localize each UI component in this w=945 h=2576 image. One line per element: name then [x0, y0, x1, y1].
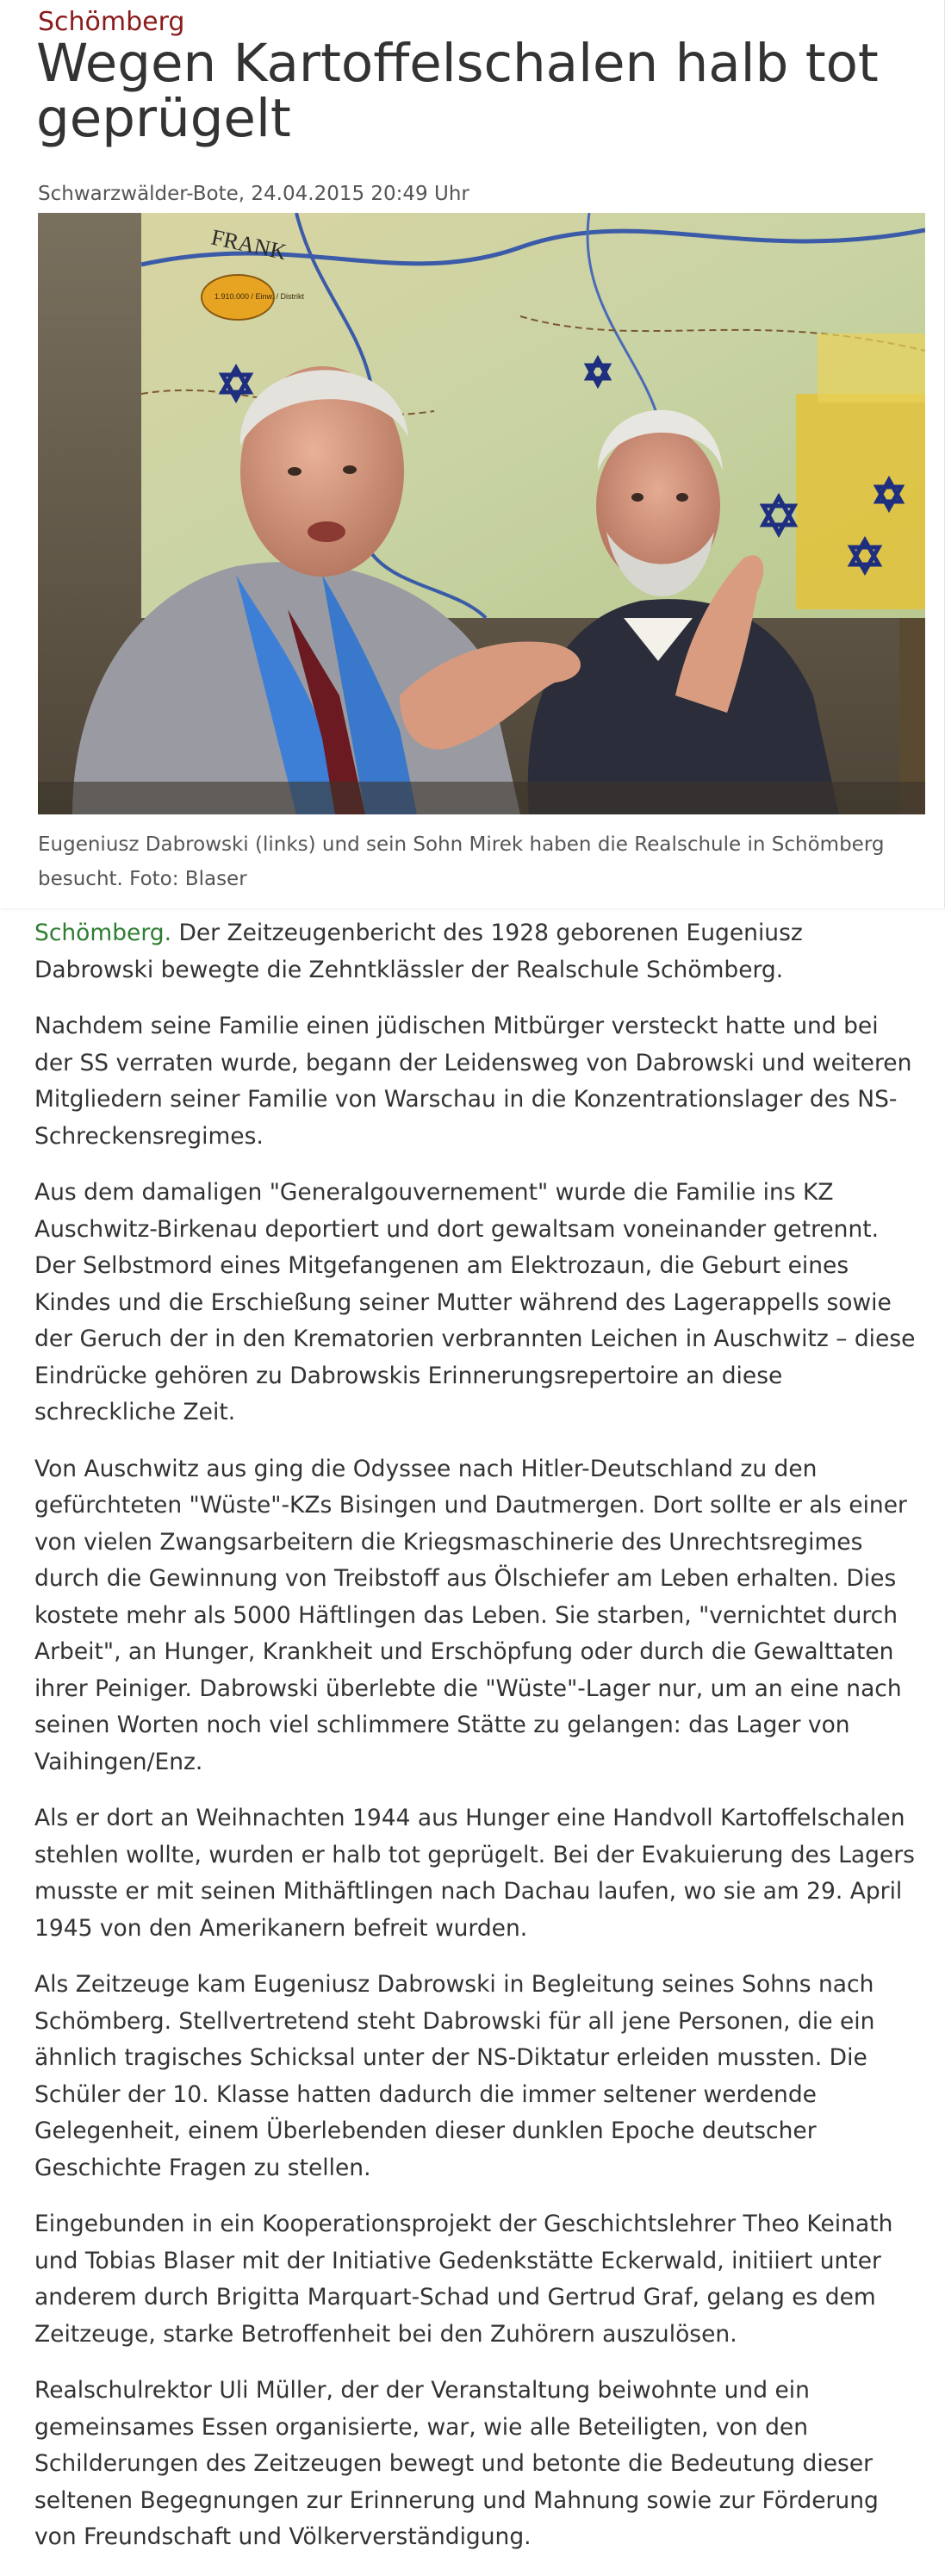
article-paragraph: Nachdem seine Familie einen jüdischen Mitbürger versteckt hatte und bei der SS verraten wurde, begann der Leidensweg von Dabrowski und weiteren Mitgliedern seiner Familie von Warschau in die Konzentrationslager des NS-Schreckensregimes. — [34, 1013, 912, 1150]
article-headline: Wegen Kartoffelschalen halb tot geprügelt — [36, 33, 879, 149]
article-photo[interactable] — [38, 213, 925, 814]
article-paragraph: Eingebunden in ein Kooperationsprojekt der Geschichtslehrer Theo Keinath und Tobias Blaser mit der Initiative Gedenkstätte Eckerwald, initiiert unter anderem durch Brigitta Marquart-Schad und Gertrud Graf, gelang es dem Zeitzeuge, starke Betroffenheit bei den Zuhörern auszulösen. — [34, 2211, 893, 2348]
article-paragraph: Als Zeitzeuge kam Eugeniusz Dabrowski in Begleitung seines Sohns nach Schömberg. Stellvertretend steht Dabrowski für all jene Personen, die ein ähnlich tragisches Schicksal unter der NS-Diktatur erleiden mussten. Die Schüler der 10. Klasse hatten dadurch die immer seltener werdende Gelegenheit, einem Überlebenden dieser dunklen Epoche deutscher Geschichte Fragen zu stellen. — [34, 1971, 875, 2181]
article-paragraph: Aus dem damaligen "Generalgouvernement" wurde die Familie ins KZ Auschwitz-Birkenau deportiert und dort gewaltsam voneinander getrennt. Der Selbstmord eines Mitgefangenen am Elektrozaun, die Geburt eines Kindes und die Erschießung seiner Mutter während des Lagerappells sowie der Geruch der in den Krematorien verbrannten Leichen in Auschwitz – diese Eindrücke gehören zu Dabrowskis Erinnerungsrepertoire an diese schreckliche Zeit. — [34, 1179, 916, 1425]
map-label-top: FRANK — [208, 224, 289, 265]
section-kicker[interactable]: Schömberg — [38, 7, 185, 37]
article-body — [34, 915, 922, 2576]
map-label-small: 1.910.000 / Einw. / Distrikt — [214, 292, 305, 301]
article-byline: Schwarzwälder-Bote, 24.04.2015 20:49 Uhr — [38, 183, 469, 205]
article-lead-text: Der Zeitzeugenbericht des 1928 geborenen Eugeniusz Dabrowski bewegte die Zehntklässler der Realschule Schömberg. — [34, 920, 803, 983]
article-header-card — [0, 0, 945, 908]
article-paragraph: Als er dort an Weihnachten 1944 aus Hunger eine Handvoll Kartoffelschalen stehlen wollte, wurden er halb tot geprügelt. Bei der Evakuierung des Lagers musste er mit seinen Mithäftlingen nach Dachau laufen, wo sie am 29. April 1945 von den Amerikanern befreit wurden. — [34, 1805, 915, 1942]
article-lead-paragraph — [34, 915, 922, 989]
photo-caption: Eugeniusz Dabrowski (links) und sein Sohn Mirek haben die Realschule in Schömberg besucht. Foto: Blaser — [38, 833, 885, 890]
article-dateline: Schömberg. — [34, 920, 172, 946]
article-paragraph: Von Auschwitz aus ging die Odyssee nach Hitler-Deutschland zu den gefürchteten "Wüste"-KZs Bisingen und Dautmergen. Dort sollte er als einer von vielen Zwangsarbeitern die Kriegsmaschinerie des Unrechtsregimes durch die Gewinnung von Treibstoff aus Ölschiefer am Leben erhalten. Dies kostete mehr als 5000 Häftlingen das Leben. Sie starben, "vernichtet durch Arbeit", an Hunger, Krankheit und Erschöpfung oder durch die Gewalttaten ihrer Peiniger. Dabrowski überlebte die "Wüste"-Lager nur, um an eine nach seinen Worten noch viel schlimmere Stätte zu gelangen: das Lager von Vaihingen/Enz. — [34, 1455, 907, 1775]
article-paragraph: Realschulrektor Uli Müller, der der Veranstaltung beiwohnte und ein gemeinsames Essen organisierte, war, wie alle Beteiligten, von den Schilderungen des Zeitzeugen bewegt und betonte die Bedeutung dieser seltenen Begegnungen zur Erinnerung und Mahnung sowie zur Förderung von Freundschaft und Völkerverständigung. — [34, 2377, 879, 2550]
photo-illustration — [38, 213, 925, 814]
